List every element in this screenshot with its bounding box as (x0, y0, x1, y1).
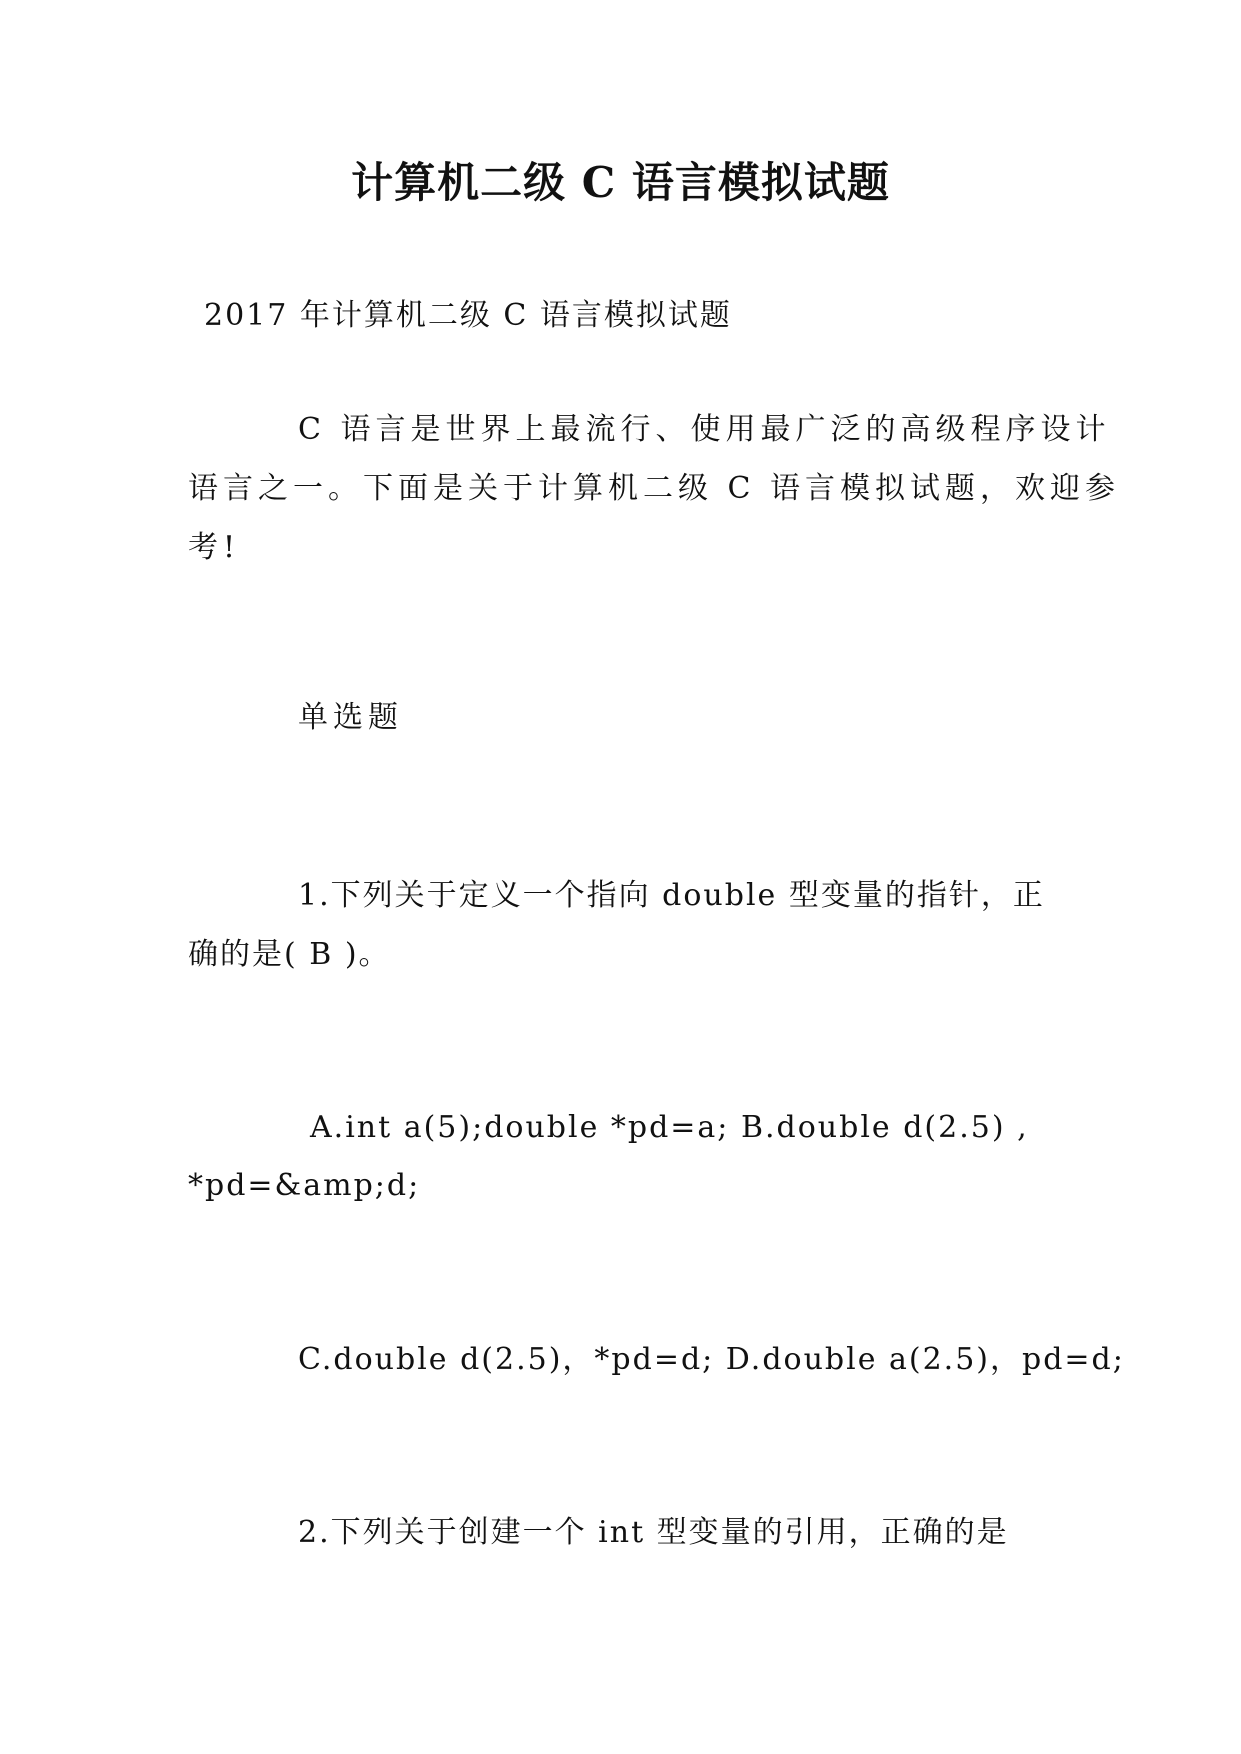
question-1-options-line-1: A.int a(5);double *pd=a; B.double d(2.5) , (310, 1110, 1029, 1145)
section-heading: 单选题 (298, 700, 403, 735)
question-1-options-line-3: C.double d(2.5)，*pd=d; D.double a(2.5)，pd=d; (298, 1342, 1125, 1377)
question-1-line-2: 确的是( B )。 (188, 937, 391, 972)
intro-line-3: 考! (188, 530, 241, 565)
document-subtitle: 2017 年计算机二级 C 语言模拟试题 (204, 298, 732, 333)
document-title: 计算机二级 C 语言模拟试题 (351, 158, 890, 207)
intro-line-1: C 语言是世界上最流行、使用最广泛的高级程序设计 (298, 412, 1111, 447)
question-1-options-line-2: *pd=&amp;d; (188, 1168, 421, 1203)
question-1-line-1: 1.下列关于定义一个指向 double 型变量的指针，正 (298, 878, 1045, 913)
question-2-line-1: 2.下列关于创建一个 int 型变量的引用，正确的是 (298, 1515, 1009, 1550)
intro-line-2: 语言之一。下面是关于计算机二级 C 语言模拟试题，欢迎参 (188, 471, 1121, 506)
